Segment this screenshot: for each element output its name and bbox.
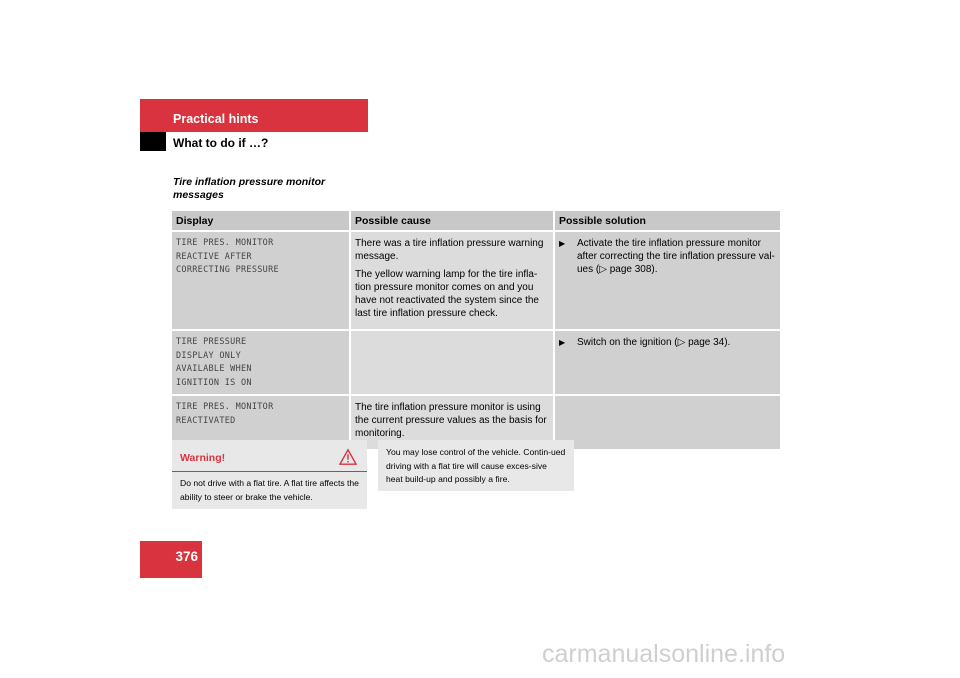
bullet-arrow-icon: ▶ bbox=[559, 338, 566, 347]
display-line: CORRECTING PRESSURE bbox=[176, 265, 279, 275]
header-marker bbox=[140, 132, 166, 151]
page-number: 376 bbox=[175, 549, 198, 564]
messages-table bbox=[172, 211, 782, 451]
warning-box bbox=[172, 440, 367, 509]
warning-text: Do not drive with a flat tire. A flat tire affects the ability to steer or brake the vehicle. bbox=[180, 478, 359, 502]
table-row bbox=[172, 330, 781, 395]
header-subtitle: What to do if …? bbox=[173, 136, 269, 150]
solution-text: Activate the tire inflation pressure monitor after correcting the tire inflation pressure val-ues (▷ page 308). bbox=[577, 238, 775, 275]
display-line: IGNITION IS ON bbox=[176, 377, 252, 388]
possible-solution bbox=[554, 231, 781, 330]
possible-cause bbox=[350, 330, 554, 395]
display-line: REACTIVE AFTER bbox=[176, 251, 252, 262]
cause-text: There was a tire inflation pressure warning message. bbox=[355, 238, 544, 262]
display-message bbox=[172, 330, 350, 395]
table-header-row bbox=[172, 211, 781, 231]
display-line: TIRE PRESSURE bbox=[176, 337, 247, 347]
cause-text: The tire inflation pressure monitor is using the current pressure values as the basis for monitoring. bbox=[355, 402, 547, 439]
column-header-cause: Possible cause bbox=[350, 211, 554, 231]
column-header-solution: Possible solution bbox=[554, 211, 781, 231]
column-header-display: Display bbox=[172, 211, 350, 231]
cause-text: The yellow warning lamp for the tire infla-tion pressure monitor comes on and you have not reactivated the system since the last tire inflation pressure check. bbox=[355, 269, 539, 319]
display-line: AVAILABLE WHEN bbox=[176, 364, 252, 374]
warning-header bbox=[172, 440, 367, 472]
display-line: TIRE PRES. MONITOR bbox=[176, 238, 274, 248]
watermark: carmanualsonline.info bbox=[542, 640, 786, 668]
solution-text: Switch on the ignition (▷ page 34). bbox=[577, 337, 731, 348]
table-row bbox=[172, 231, 781, 330]
display-line: TIRE PRES. MONITOR bbox=[176, 402, 274, 412]
page-number-box bbox=[140, 541, 202, 578]
section-title: Tire inflation pressure monitor messages bbox=[173, 176, 326, 201]
possible-solution bbox=[554, 330, 781, 395]
display-line: REACTIVATED bbox=[176, 415, 236, 426]
display-line: DISPLAY ONLY bbox=[176, 350, 242, 361]
possible-solution bbox=[554, 395, 781, 450]
display-message bbox=[172, 231, 350, 330]
warning-triangle-icon bbox=[339, 448, 357, 466]
possible-cause bbox=[350, 231, 554, 330]
warning-title: Warning! bbox=[180, 452, 226, 464]
bullet-arrow-icon: ▶ bbox=[559, 239, 566, 248]
warning-continuation-box: You may lose control of the vehicle. Contin-ued driving with a flat tire will cause exces-sive heat build-up and possibly a fire. bbox=[378, 440, 574, 491]
header-title: Practical hints bbox=[173, 112, 259, 126]
